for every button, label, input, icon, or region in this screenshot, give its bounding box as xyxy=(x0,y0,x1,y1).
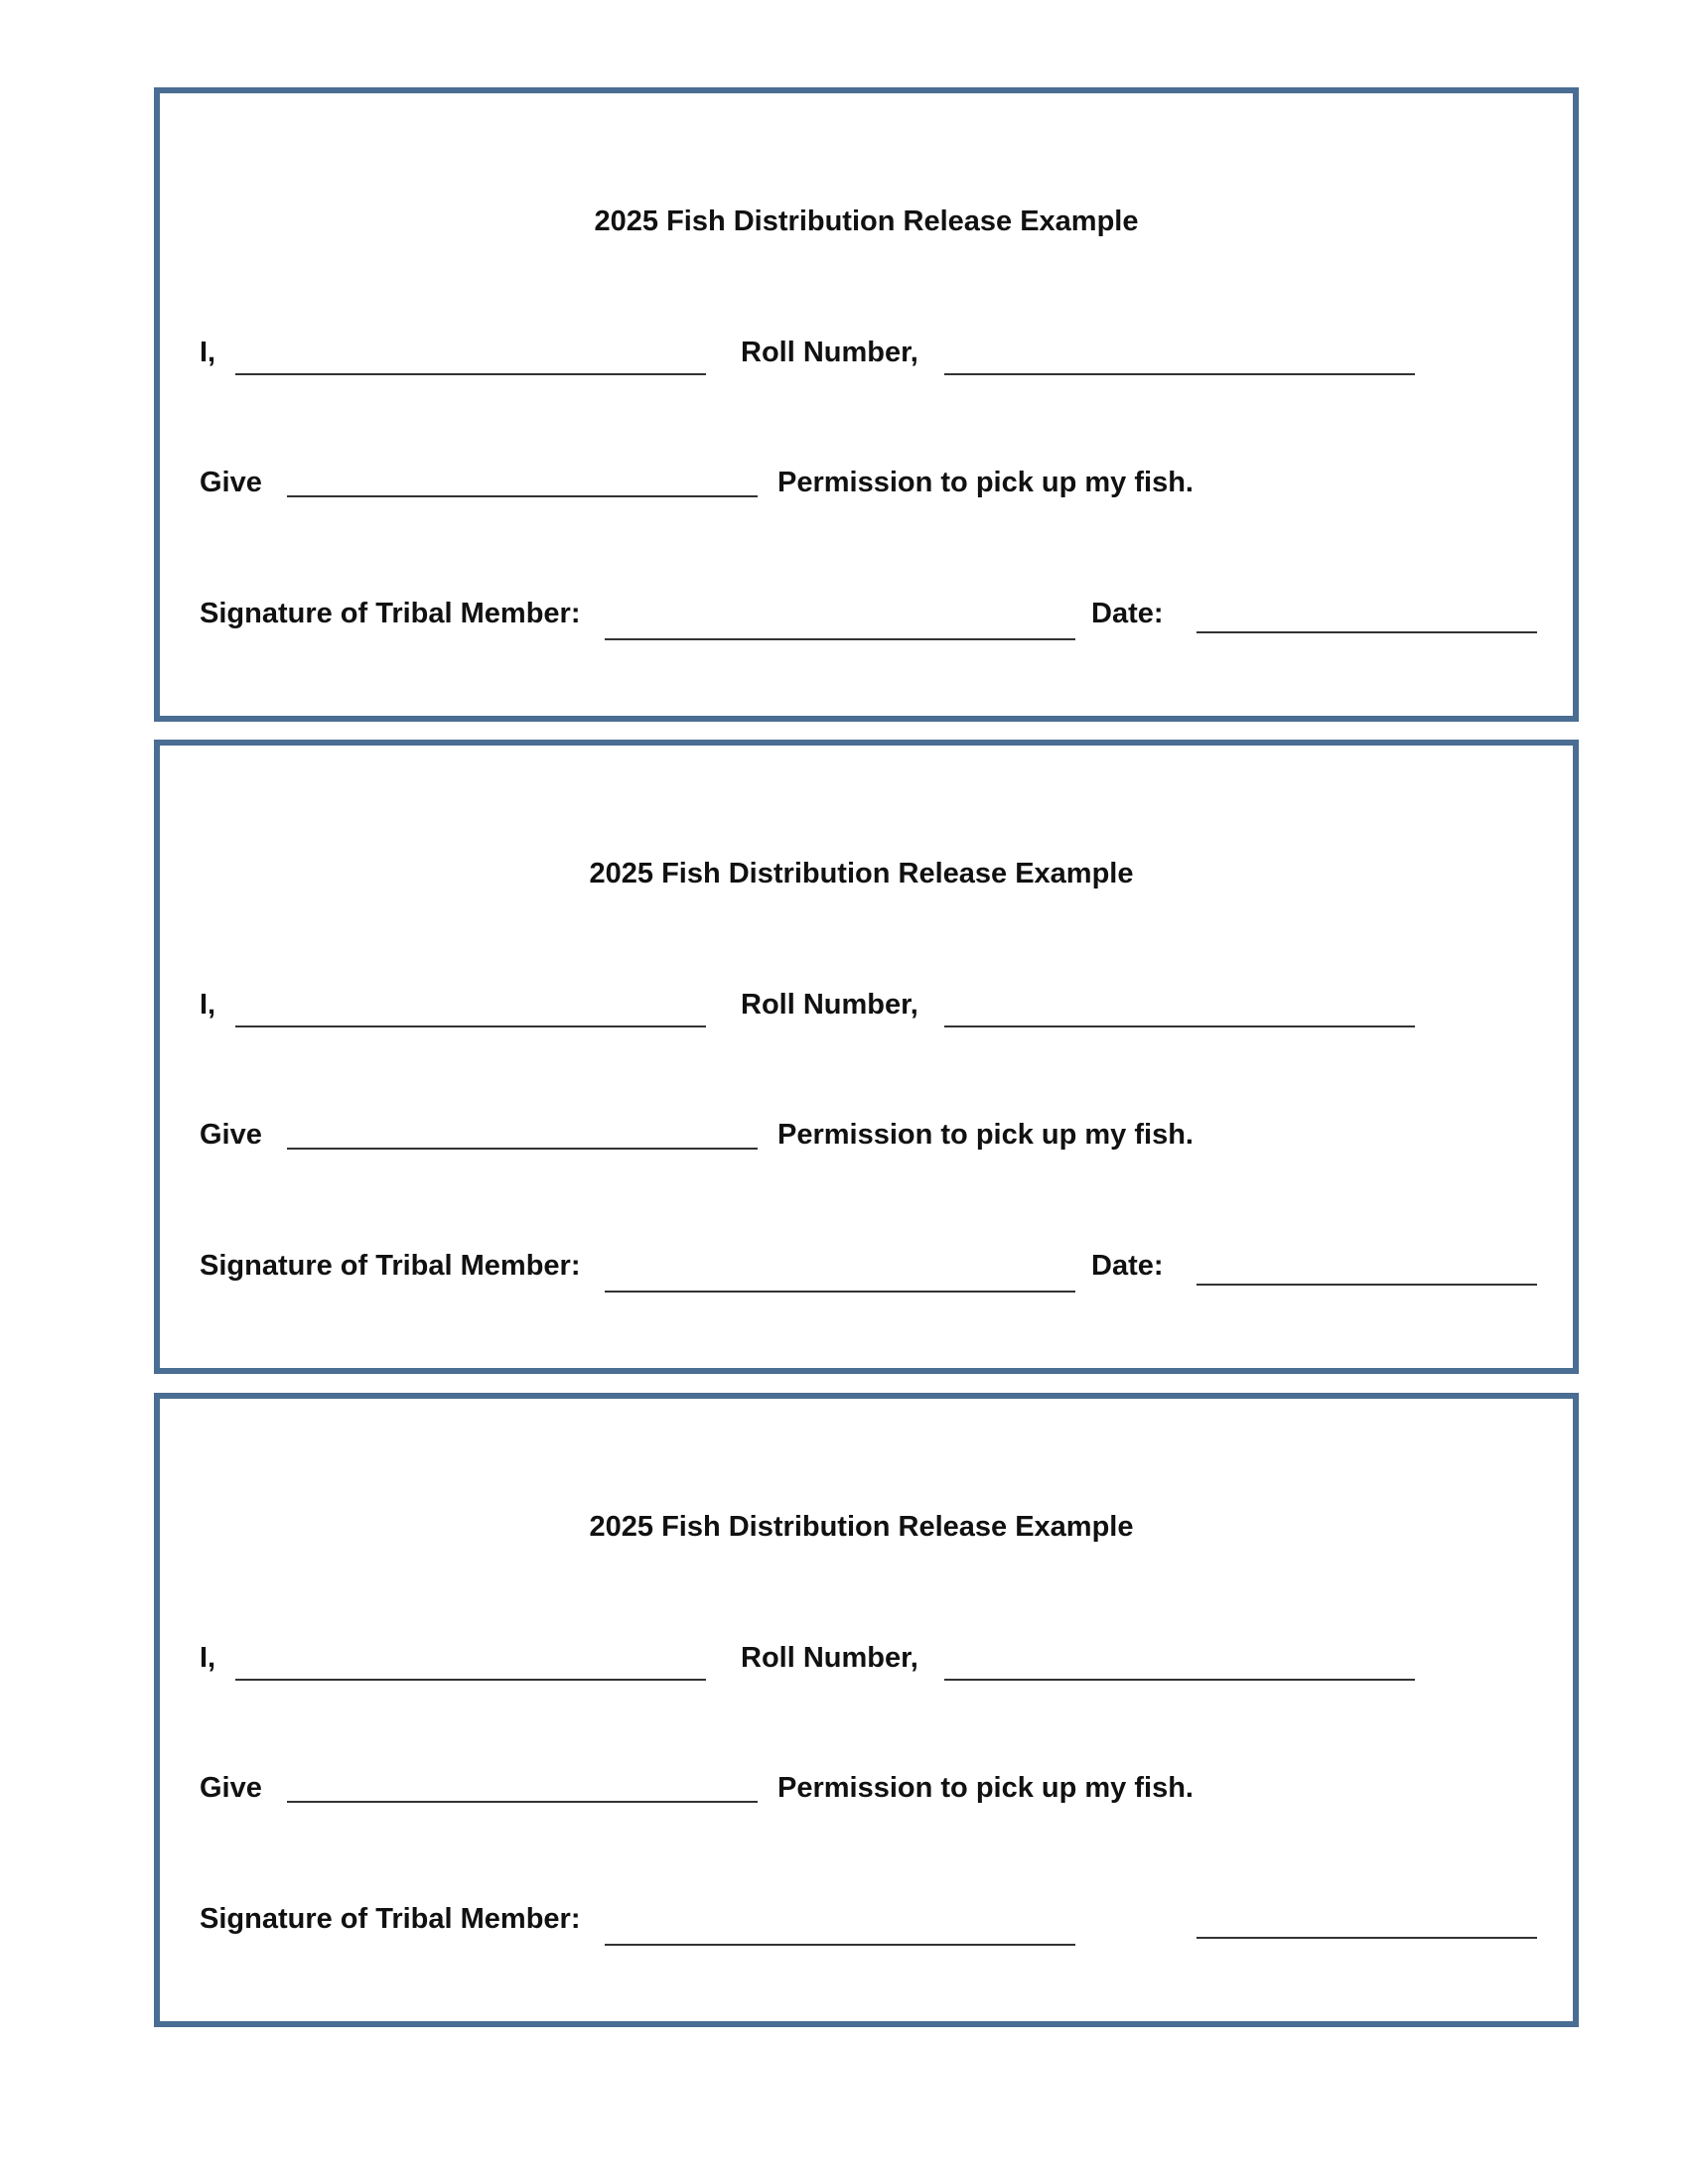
signature-line[interactable] xyxy=(605,1944,1075,1946)
designee-name-line[interactable] xyxy=(287,495,758,497)
give-label: Give xyxy=(200,1772,262,1804)
date-label: Date: xyxy=(1091,598,1164,629)
signature-line[interactable] xyxy=(605,638,1075,640)
date-line[interactable] xyxy=(1196,1284,1537,1286)
roll-number-line[interactable] xyxy=(944,1679,1415,1681)
roll-number-line[interactable] xyxy=(944,1025,1415,1027)
roll-number-line[interactable] xyxy=(944,373,1415,375)
member-name-line[interactable] xyxy=(235,1025,706,1027)
permission-text: Permission to pick up my fish. xyxy=(777,1119,1194,1151)
permission-text: Permission to pick up my fish. xyxy=(777,1772,1194,1804)
give-label: Give xyxy=(200,467,262,498)
permission-text: Permission to pick up my fish. xyxy=(777,467,1194,498)
signature-label: Signature of Tribal Member: xyxy=(200,598,581,629)
member-name-line[interactable] xyxy=(235,1679,706,1681)
roll-number-label: Roll Number, xyxy=(741,989,918,1021)
designee-name-line[interactable] xyxy=(287,1801,758,1803)
i-label: I, xyxy=(200,989,216,1021)
i-label: I, xyxy=(200,337,216,368)
i-label: I, xyxy=(200,1642,216,1674)
signature-line[interactable] xyxy=(605,1291,1075,1293)
date-line[interactable] xyxy=(1196,631,1537,633)
date-line[interactable] xyxy=(1196,1937,1537,1939)
designee-name-line[interactable] xyxy=(287,1148,758,1150)
release-form xyxy=(154,740,1579,1374)
release-form xyxy=(154,1393,1579,2027)
form-title: 2025 Fish Distribution Release Example xyxy=(594,205,1139,237)
form-title: 2025 Fish Distribution Release Example xyxy=(589,858,1134,889)
roll-number-label: Roll Number, xyxy=(741,337,918,368)
give-label: Give xyxy=(200,1119,262,1151)
signature-label: Signature of Tribal Member: xyxy=(200,1250,581,1282)
signature-label: Signature of Tribal Member: xyxy=(200,1903,581,1935)
member-name-line[interactable] xyxy=(235,373,706,375)
roll-number-label: Roll Number, xyxy=(741,1642,918,1674)
form-title: 2025 Fish Distribution Release Example xyxy=(589,1511,1134,1543)
date-label: Date: xyxy=(1091,1250,1164,1282)
release-form xyxy=(154,87,1579,722)
